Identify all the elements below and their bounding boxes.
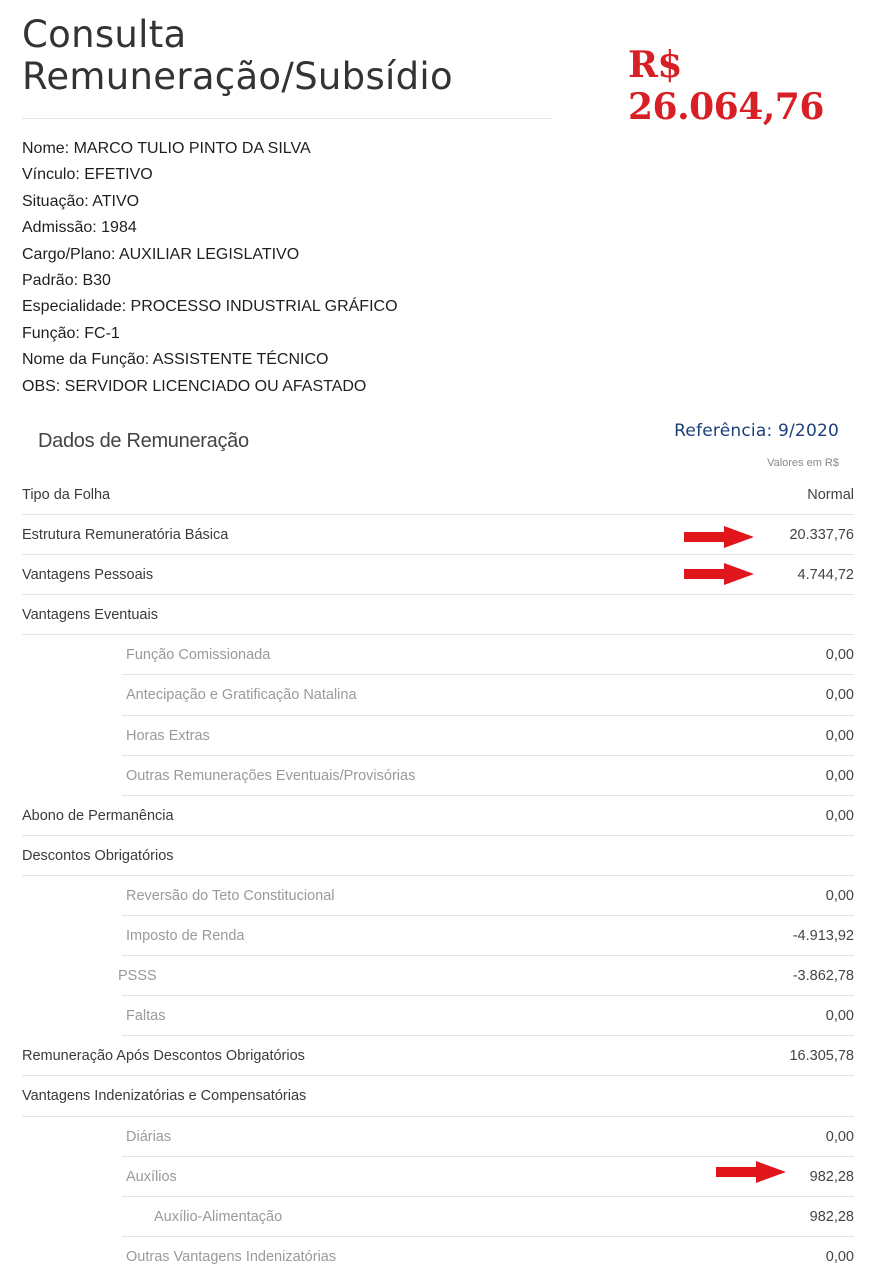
row-value: 16.305,78 bbox=[789, 1048, 854, 1065]
row-label: Descontos Obrigatórios bbox=[22, 847, 174, 864]
row-label: Tipo da Folha bbox=[22, 487, 111, 503]
remuneration-table bbox=[22, 475, 854, 1277]
row-label: Função Comissionada bbox=[126, 647, 271, 664]
page-title bbox=[22, 14, 542, 98]
row-label: Auxílio-Alimentação bbox=[154, 1208, 283, 1225]
table-row bbox=[22, 796, 854, 836]
table-row bbox=[22, 1076, 854, 1116]
row-label: Reversão do Teto Constitucional bbox=[126, 887, 335, 904]
row-label: Outras Remunerações Eventuais/Provisórias bbox=[126, 767, 416, 784]
info-admissao: Admissão: 1984 bbox=[22, 219, 137, 237]
row-value: 0,00 bbox=[825, 887, 854, 904]
table-row bbox=[22, 1237, 854, 1277]
row-value: 0,00 bbox=[825, 727, 854, 744]
row-label: Abono de Permanência bbox=[22, 807, 174, 824]
table-row bbox=[22, 836, 854, 876]
page-title-line-2: Remuneração/Subsídio bbox=[22, 55, 453, 98]
row-value: 0,00 bbox=[825, 1248, 854, 1265]
info-especialidade: Especialidade: PROCESSO INDUSTRIAL GRÁFICO bbox=[22, 298, 398, 316]
row-label: Remuneração Após Descontos Obrigatórios bbox=[22, 1048, 305, 1065]
units-note: Valores em R$ bbox=[767, 457, 839, 469]
row-label: Vantagens Pessoais bbox=[22, 567, 154, 584]
row-label: Horas Extras bbox=[126, 727, 210, 744]
row-label: Diárias bbox=[126, 1128, 172, 1145]
table-row bbox=[22, 595, 854, 635]
table-row bbox=[22, 756, 854, 796]
row-value: Normal bbox=[807, 487, 854, 503]
row-label: Vantagens Eventuais bbox=[22, 607, 158, 624]
table-row bbox=[22, 876, 854, 916]
table-row bbox=[22, 675, 854, 715]
red-arrow-icon bbox=[684, 526, 754, 548]
row-value: 20.337,76 bbox=[789, 527, 854, 544]
row-value: -3.862,78 bbox=[792, 968, 854, 985]
info-cargo-plano: Cargo/Plano: AUXILIAR LEGISLATIVO bbox=[22, 245, 300, 263]
info-vinculo: Vínculo: EFETIVO bbox=[22, 166, 153, 184]
page-title-line-1: Consulta bbox=[22, 13, 187, 56]
info-funcao: Função: FC-1 bbox=[22, 324, 120, 342]
row-label: PSSS bbox=[118, 968, 157, 985]
table-row bbox=[22, 1036, 854, 1076]
red-arrow-icon bbox=[684, 563, 754, 585]
table-row bbox=[22, 1117, 854, 1157]
section-heading: Dados de Remuneração bbox=[38, 430, 249, 452]
table-row bbox=[22, 996, 854, 1036]
red-arrow-icon bbox=[716, 1161, 786, 1183]
row-label: Vantagens Indenizatórias e Compensatórias bbox=[22, 1088, 307, 1105]
row-value: 0,00 bbox=[825, 767, 854, 784]
row-value: 982,28 bbox=[809, 1168, 854, 1185]
table-row bbox=[22, 716, 854, 756]
row-label: Auxílios bbox=[126, 1168, 177, 1185]
info-situacao: Situação: ATIVO bbox=[22, 192, 140, 210]
table-row bbox=[22, 475, 854, 515]
info-padrao: Padrão: B30 bbox=[22, 272, 111, 290]
row-value: 0,00 bbox=[825, 647, 854, 664]
row-value: 0,00 bbox=[825, 1008, 854, 1025]
row-label: Estrutura Remuneratória Básica bbox=[22, 527, 229, 544]
title-divider bbox=[22, 118, 552, 119]
table-row bbox=[22, 1197, 854, 1237]
info-name: Nome: MARCO TULIO PINTO DA SILVA bbox=[22, 140, 311, 157]
table-row bbox=[22, 916, 854, 956]
row-label: Imposto de Renda bbox=[126, 928, 245, 945]
row-value: 0,00 bbox=[825, 1128, 854, 1145]
row-value: 0,00 bbox=[825, 807, 854, 824]
employee-info-list bbox=[22, 136, 398, 400]
row-value: 0,00 bbox=[825, 687, 854, 704]
info-obs: OBS: SERVIDOR LICENCIADO OU AFASTADO bbox=[22, 377, 367, 395]
row-value: 982,28 bbox=[809, 1208, 854, 1225]
row-label: Antecipação e Gratificação Natalina bbox=[126, 687, 357, 704]
row-label: Outras Vantagens Indenizatórias bbox=[126, 1248, 337, 1265]
table-row bbox=[22, 635, 854, 675]
total-amount: R$ 26.064,76 bbox=[628, 44, 824, 128]
reference-period: Referência: 9/2020 bbox=[674, 421, 839, 441]
row-label: Faltas bbox=[126, 1008, 166, 1025]
table-row bbox=[22, 956, 854, 996]
info-nome-funcao: Nome da Função: ASSISTENTE TÉCNICO bbox=[22, 351, 329, 369]
row-value: 4.744,72 bbox=[797, 567, 854, 584]
row-value: -4.913,92 bbox=[792, 928, 854, 945]
